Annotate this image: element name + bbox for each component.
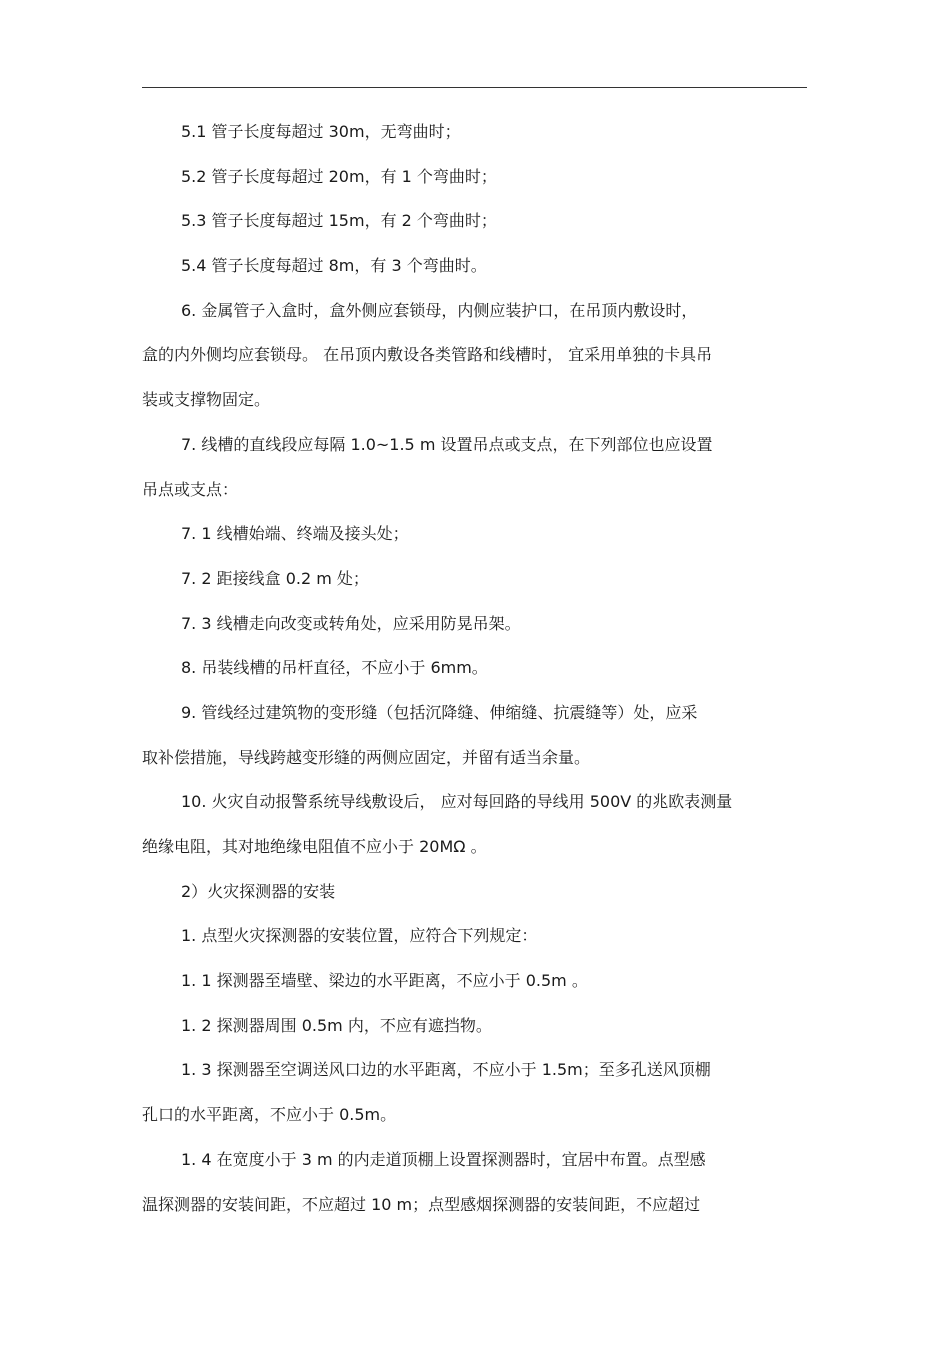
text-line: 装或支撑物固定。 (142, 390, 271, 410)
text-line: 7. 3 线槽走向改变或转角处，应采用防晃吊架。 (181, 613, 521, 633)
text-line: 10. 火灾自动报警系统导线敷设后， 应对每回路的导线用 500V 的兆欧表测量 (181, 792, 733, 812)
text-line: 孔口的水平距离，不应小于 0.5m。 (142, 1105, 397, 1125)
text-line: 8. 吊装线槽的吊杆直径，不应小于 6mm。 (181, 658, 488, 678)
text-line: 7. 1 线槽始端、终端及接头处； (181, 524, 409, 544)
text-line: 温探测器的安装间距，不应超过 10 m；点型感烟探测器的安装间距，不应超过 (142, 1194, 701, 1214)
text-line: 5.4 管子长度每超过 8m，有 3 个弯曲时。 (181, 256, 487, 276)
text-line: 5.3 管子长度每超过 15m，有 2 个弯曲时； (181, 211, 497, 231)
text-line: 盒的内外侧均应套锁母。 在吊顶内敷设各类管路和线槽时， 宜采用单独的卡具吊 (142, 345, 713, 365)
text-line: 1. 3 探测器至空调送风口边的水平距离，不应小于 1.5m；至多孔送风顶棚 (181, 1060, 711, 1080)
text-line: 7. 2 距接线盒 0.2 m 处； (181, 568, 369, 588)
text-line: 取补偿措施，导线跨越变形缝的两侧应固定，并留有适当余量。 (142, 747, 591, 767)
text-line: 6. 金属管子入盒时，盒外侧应套锁母，内侧应装护口，在吊顶内敷设时， (181, 300, 698, 320)
text-line: 绝缘电阻，其对地绝缘电阻值不应小于 20MΩ 。 (142, 837, 487, 856)
text-line: 2）火灾探测器的安装 (181, 881, 336, 901)
text-line: 9. 管线经过建筑物的变形缝（包括沉降缝、伸缩缝、抗震缝等）处，应采 (181, 702, 698, 722)
text-line: 5.1 管子长度每超过 30m，无弯曲时； (181, 122, 461, 141)
text-line: 1. 点型火灾探测器的安装位置，应符合下列规定： (181, 926, 538, 946)
text-line: 1. 1 探测器至墙壁、梁边的水平距离，不应小于 0.5m 。 (181, 971, 588, 991)
text-line: 1. 2 探测器周围 0.5m 内，不应有遮挡物。 (181, 1015, 492, 1035)
text-line: 1. 4 在宽度小于 3 m 的内走道顶棚上设置探测器时，宜居中布置。点型感 (181, 1149, 706, 1169)
document-body (142, 110, 807, 1227)
text-line: 7. 线槽的直线段应每隔 1.0~1.5 m 设置吊点或支点，在下列部位也应设置 (181, 434, 713, 454)
text-line: 5.2 管子长度每超过 20m，有 1 个弯曲时； (181, 166, 497, 186)
text-line: 吊点或支点： (142, 479, 239, 499)
header-rule (142, 87, 807, 88)
